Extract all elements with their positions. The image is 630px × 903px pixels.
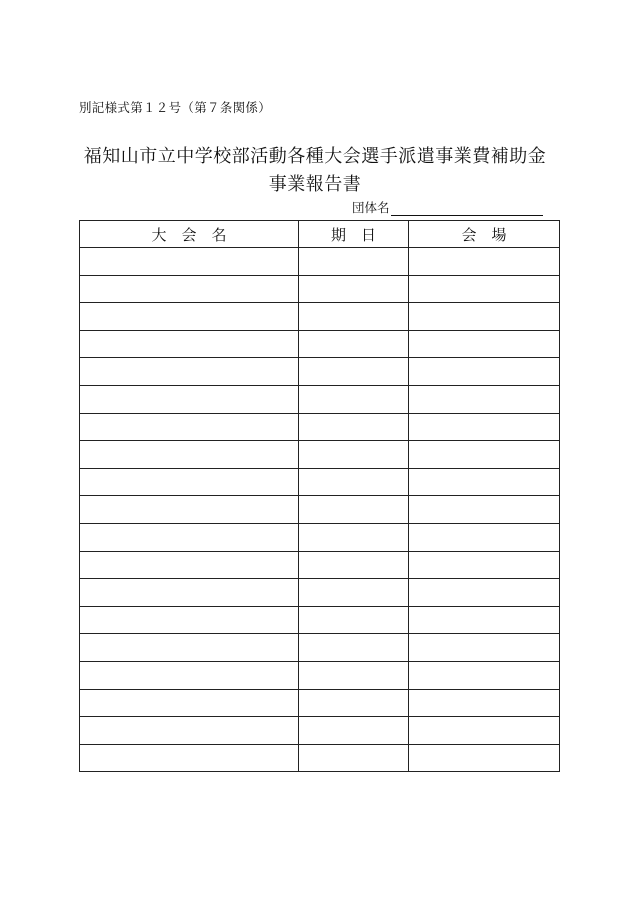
table-row (80, 248, 560, 276)
event-name-cell (80, 744, 299, 772)
venue-cell (409, 717, 560, 745)
venue-cell (409, 330, 560, 358)
event-name-cell (80, 606, 299, 634)
organization-name-blank (391, 201, 543, 216)
date-cell (299, 551, 409, 579)
table-row (80, 468, 560, 496)
event-name-cell (80, 248, 299, 276)
table-header-row (80, 221, 560, 248)
date-cell (299, 634, 409, 662)
table-row (80, 358, 560, 386)
table-row (80, 634, 560, 662)
header-date: 期 日 (299, 221, 409, 248)
table-row (80, 330, 560, 358)
table-row (80, 717, 560, 745)
date-cell (299, 385, 409, 413)
table-row (80, 303, 560, 331)
event-name-cell (80, 468, 299, 496)
event-name-cell (80, 551, 299, 579)
table-row (80, 523, 560, 551)
date-cell (299, 579, 409, 607)
event-name-cell (80, 275, 299, 303)
date-cell (299, 413, 409, 441)
table-row (80, 579, 560, 607)
event-name-cell (80, 303, 299, 331)
date-cell (299, 303, 409, 331)
table-row (80, 441, 560, 469)
form-number-label: 別記様式第１２号（第７条関係） (79, 100, 272, 115)
document-title-line-1: 福知山市立中学校部活動各種大会選手派遣事業費補助金 (83, 146, 547, 167)
event-name-cell (80, 717, 299, 745)
event-name-cell (80, 385, 299, 413)
report-table (79, 220, 560, 772)
venue-cell (409, 248, 560, 276)
venue-cell (409, 579, 560, 607)
venue-cell (409, 413, 560, 441)
event-name-cell (80, 634, 299, 662)
table-row (80, 385, 560, 413)
table-row (80, 689, 560, 717)
table-row (80, 744, 560, 772)
date-cell (299, 275, 409, 303)
venue-cell (409, 441, 560, 469)
date-cell (299, 496, 409, 524)
event-name-cell (80, 496, 299, 524)
header-event-name: 大 会 名 (80, 221, 299, 248)
venue-cell (409, 523, 560, 551)
date-cell (299, 523, 409, 551)
venue-cell (409, 303, 560, 331)
organization-name-label: 団体名 (352, 200, 390, 215)
venue-cell (409, 744, 560, 772)
table-row (80, 496, 560, 524)
table-row (80, 551, 560, 579)
event-name-cell (80, 330, 299, 358)
venue-cell (409, 275, 560, 303)
document-title-line-2: 事業報告書 (268, 174, 362, 195)
venue-cell (409, 634, 560, 662)
report-table-body (80, 248, 560, 772)
event-name-cell (80, 523, 299, 551)
venue-cell (409, 551, 560, 579)
date-cell (299, 717, 409, 745)
table-row (80, 275, 560, 303)
date-cell (299, 606, 409, 634)
date-cell (299, 689, 409, 717)
date-cell (299, 358, 409, 386)
venue-cell (409, 468, 560, 496)
venue-cell (409, 358, 560, 386)
venue-cell (409, 606, 560, 634)
date-cell (299, 744, 409, 772)
header-venue: 会 場 (409, 221, 560, 248)
event-name-cell (80, 689, 299, 717)
event-name-cell (80, 413, 299, 441)
date-cell (299, 468, 409, 496)
event-name-cell (80, 661, 299, 689)
venue-cell (409, 661, 560, 689)
venue-cell (409, 689, 560, 717)
event-name-cell (80, 579, 299, 607)
table-row (80, 661, 560, 689)
event-name-cell (80, 358, 299, 386)
table-row (80, 606, 560, 634)
date-cell (299, 248, 409, 276)
table-row (80, 413, 560, 441)
date-cell (299, 441, 409, 469)
venue-cell (409, 385, 560, 413)
event-name-cell (80, 441, 299, 469)
date-cell (299, 661, 409, 689)
organization-name-field (352, 200, 543, 216)
date-cell (299, 330, 409, 358)
venue-cell (409, 496, 560, 524)
